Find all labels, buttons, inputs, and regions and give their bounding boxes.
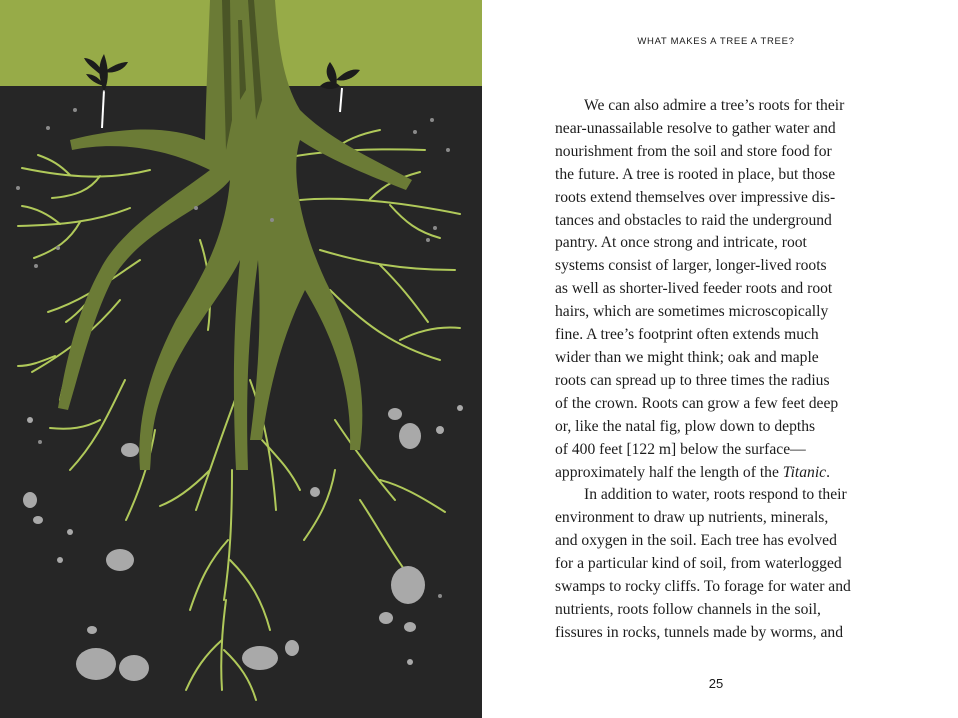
text-line: tances and obstacles to raid the underground [555,211,832,229]
text-line: systems consist of larger, longer-lived roots [555,257,827,275]
body-text [555,95,895,645]
text-line: fine. A tree’s footprint often extends much [555,326,819,344]
text-line: fissures in rocks, tunnels made by worms, and [555,623,844,641]
ship-name-italic: Titanic [782,463,827,481]
text-line: and oxygen in the soil. Each tree has evolved [555,532,837,550]
text-line: or, like the natal fig, plow down to depths [555,417,816,435]
text-line: near-unassailable resolve to gather water and [555,119,836,137]
text-fragment: . [826,463,831,481]
text-line: of 400 feet [122 m] below the surface— [555,440,806,458]
text-line: environment to draw up nutrients, minerals, [555,509,829,527]
text-line: pantry. At once strong and intricate, root [555,234,807,252]
text-page [482,0,958,718]
text-line: roots can spread up to three times the radius [555,371,830,389]
text-line: for a particular kind of soil, from waterlogged [555,555,842,573]
text-line: as well as shorter-lived feeder roots and root [555,280,833,298]
text-line: roots extend themselves over impressive dis- [555,188,836,206]
running-head: WHAT MAKES A TREE A TREE? [637,36,795,47]
paragraph-1 [555,95,895,484]
text-line: the future. A tree is rooted in place, but those [555,165,836,183]
text-line: In addition to water, roots respond to their [584,486,847,504]
text-line: nourishment from the soil and store food for [555,142,832,160]
text-line: nutrients, roots follow channels in the soil, [555,600,821,618]
text-line: hairs, which are sometimes microscopically [555,303,829,321]
text-line: We can also admire a tree’s roots for their [584,97,845,114]
text-line: swamps to rocky cliffs. To forage for water and [555,578,851,596]
text-line-last [555,462,895,485]
page-number: 25 [708,676,724,691]
text-line: wider than we might think; oak and maple [555,348,819,366]
paragraph-2 [555,484,895,644]
text-line: of the crown. Roots can grow a few feet deep [555,394,839,412]
text-fragment: approximately half the length of the [555,463,783,481]
